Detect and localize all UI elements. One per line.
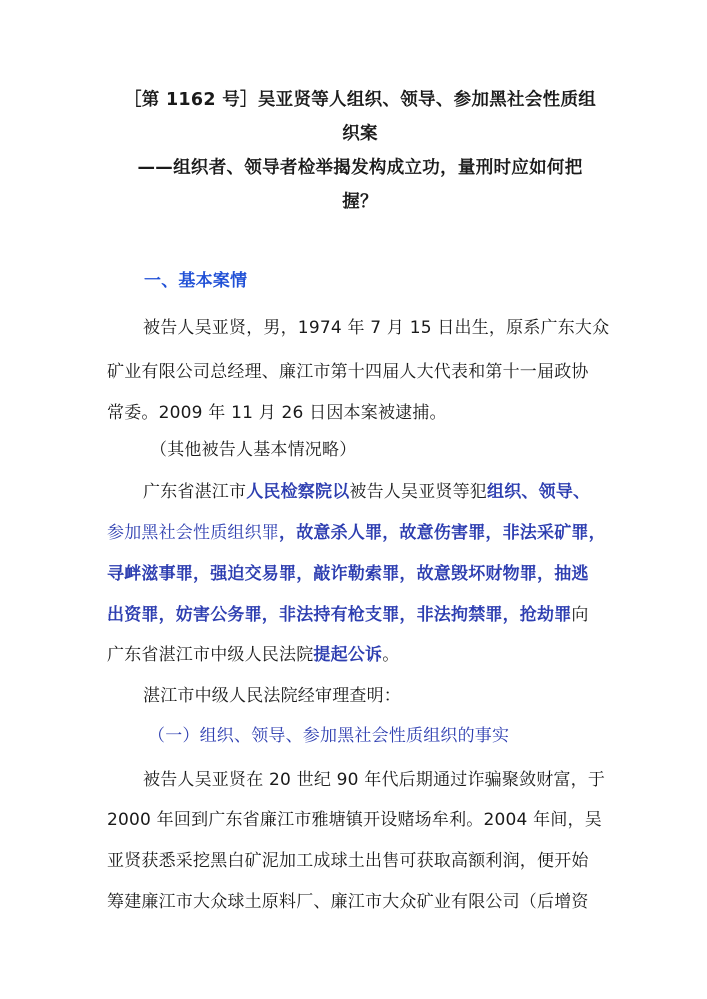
paragraph-line: 寻衅滋事罪，强迫交易罪，敲诈勒索罪，故意毁坏财物罪，抽逃 xyxy=(107,564,589,584)
highlight-text: 出资罪，妨害公务罪，非法持有枪支罪，非法拘禁罪，抢劫罪 xyxy=(107,605,572,625)
highlight-text: 提起公诉 xyxy=(313,645,383,665)
subsection-heading: （一）组织、领导、参加黑社会性质组织的事实 xyxy=(148,726,510,746)
text-run: 被告人吴亚贤等犯 xyxy=(349,482,488,502)
text-run: 。 xyxy=(382,645,400,665)
paragraph-line xyxy=(0,640,707,665)
text-run: 向 xyxy=(571,605,589,625)
section-heading: 一、基本案情 xyxy=(144,271,248,291)
paragraph-line: 湛江市中级人民法院经审理查明： xyxy=(143,686,401,706)
title-line-2: ——组织者、领导者检举揭发构成立功，量刑时应如何把 xyxy=(137,158,583,178)
title-line-3: 握？ xyxy=(342,192,378,212)
paragraph-line: 筹建廉江市大众球土原料厂、廉江市大众矿业有限公司（后增资 xyxy=(107,892,589,912)
highlight-text: 参加黑社会性质组织罪 xyxy=(107,523,279,543)
paragraph-line: 亚贤获悉采挖黑白矿泥加工成球土出售可获取高额利润，便开始 xyxy=(107,851,589,871)
paragraph-line xyxy=(0,477,707,502)
paragraph-line: 常委。2009 年 11 月 26 日因本案被逮捕。 xyxy=(107,403,447,423)
text-run: 广东省湛江市中级人民法院 xyxy=(107,645,314,665)
title-line-1: ［第 1162 号］吴亚贤等人组织、领导、参加黑社会性质组织案 xyxy=(123,90,597,144)
highlight-text: 人民检察院以 xyxy=(246,482,350,502)
paragraph-line: 矿业有限公司总经理、廉江市第十四届人大代表和第十一届政协 xyxy=(107,362,589,382)
paragraph-line: （其他被告人基本情况略） xyxy=(150,440,357,460)
paragraph-line: 2000 年回到广东省廉江市雅塘镇开设赌场牟利。2004 年间，吴 xyxy=(107,810,602,830)
highlight-text: 组织、领导、 xyxy=(487,482,591,502)
paragraph-line xyxy=(0,600,707,625)
text-run: 广东省湛江市 xyxy=(143,482,247,502)
paragraph-line xyxy=(0,518,707,543)
highlight-text: ，故意杀人罪，故意伤害罪，非法采矿罪， xyxy=(279,523,606,543)
document-title xyxy=(120,83,600,219)
paragraph-line: 被告人吴亚贤，男，1974 年 7 月 15 日出生，原系广东大众 xyxy=(143,318,610,338)
paragraph-line: 被告人吴亚贤在 20 世纪 90 年代后期通过诈骗聚敛财富，于 xyxy=(143,770,606,790)
